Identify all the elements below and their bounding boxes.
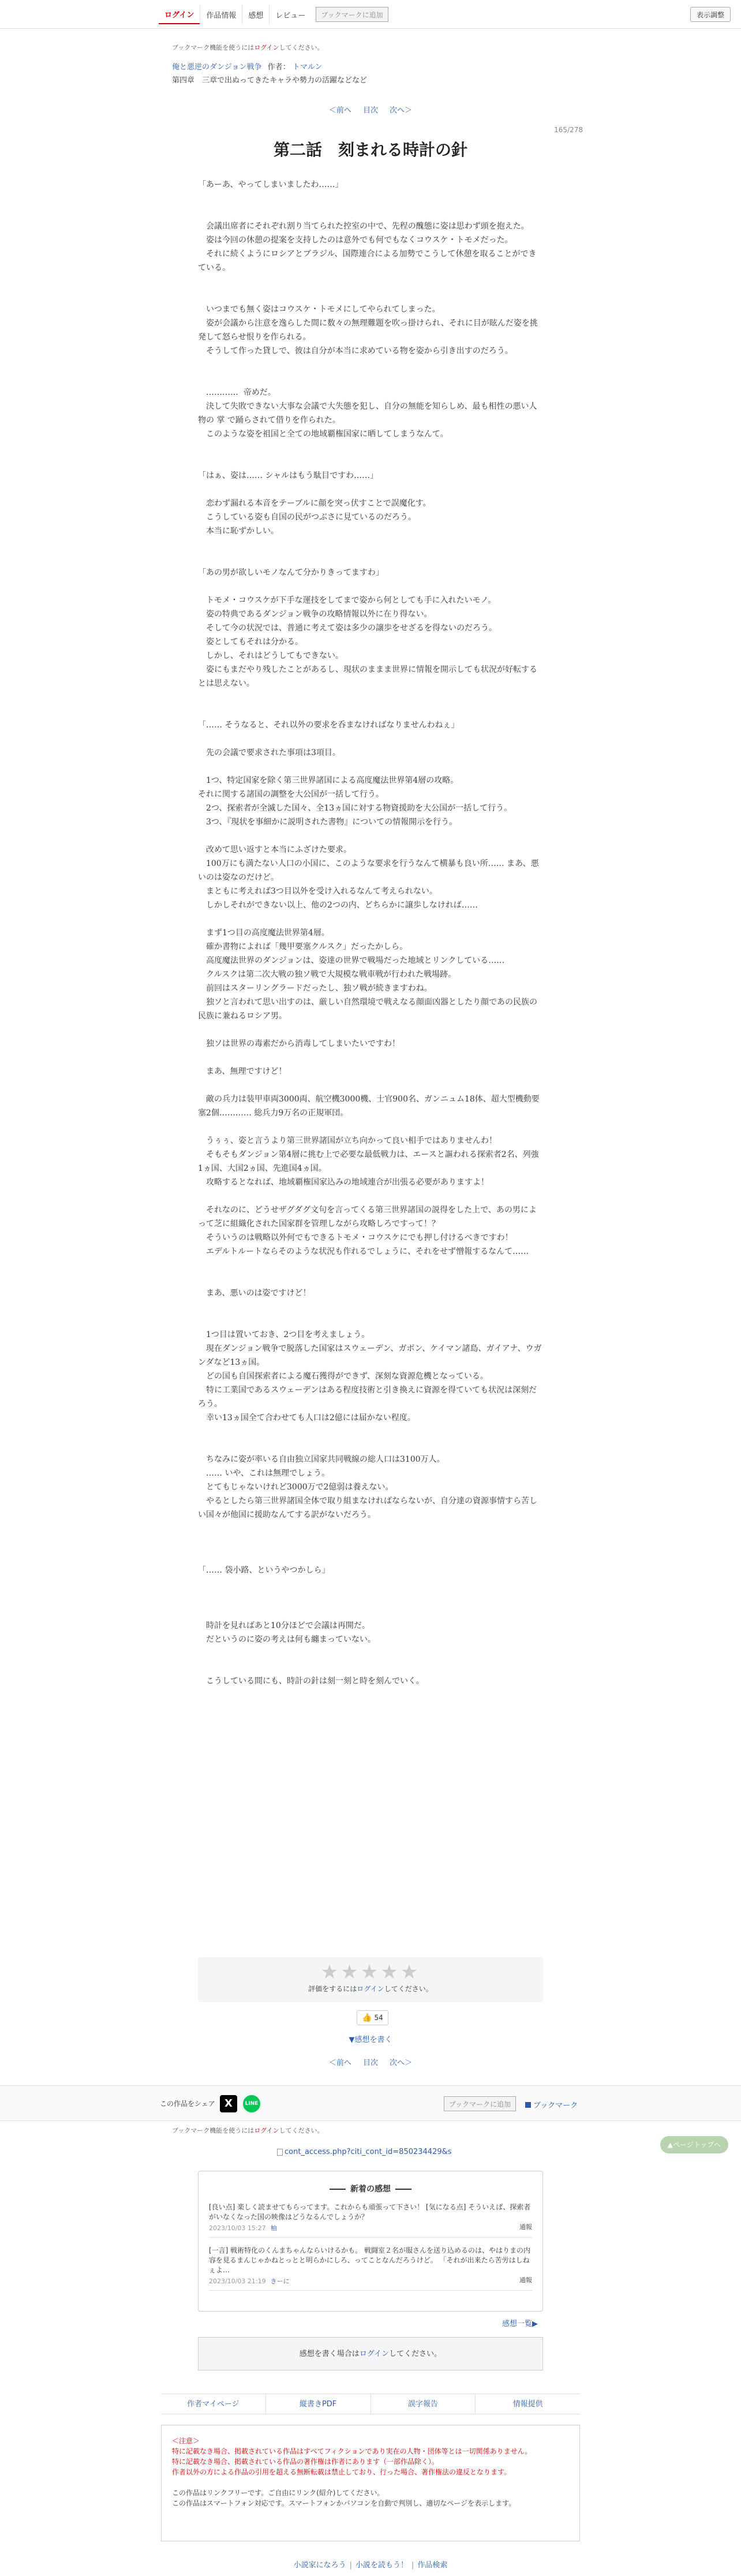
page-count: 165/278 [554, 126, 583, 134]
body-paragraph: 姿は今回の休憩の提案を支持したのは意外でも何でもなくコウスケ・トモメだった。 [198, 236, 513, 245]
body-paragraph: 高度魔法世界のダンジョンは、姿達の世界で戦場だった地域とリンクしている…… [198, 956, 505, 965]
blank-line [198, 1314, 543, 1328]
body-paragraph: まず1つ目の高度魔法世界第4層。 [198, 928, 330, 938]
author-mypage-link[interactable]: 作者マイページ [187, 2400, 239, 2409]
blank-line [198, 1189, 543, 1203]
blank-line [198, 1425, 543, 1439]
blank-line [198, 1078, 543, 1092]
blank-line [198, 206, 543, 219]
review-text[interactable]: [良い点] 楽しく読ませてもらってます。これからも頑張って下さい！ [気になる点] そういえば、探索者がいなくなった国の映像はどうなるんでしょうか？ [209, 2203, 531, 2221]
body-paragraph: 100万にも満たない人口の小国に、このような要求を行うなんて横暴も良い所…… まあ、悪いのは姿なのだけど。 [198, 859, 539, 882]
body-paragraph: ちなみに姿が率いる自由独立国家共同戦線の総人口は3100万人。 [198, 1455, 445, 1464]
body-paragraph: とてもじゃないけれど3000万で2億弱は養えない。 [198, 1483, 394, 1492]
body-paragraph: 姿の特典であるダンジョン戦争の攻略情報以外に在り得ない。 [198, 610, 432, 619]
body-paragraph: 決して失敗できない大事な会議で大失態を犯し、自分の無能を知らしめ、最も相性の悪い人物の 掌 で踊らされて借りを作られた。 [198, 402, 537, 425]
toc-link-bottom[interactable]: 目次 [362, 2059, 378, 2067]
login-review-text: 感想を書く場合は [299, 2350, 360, 2358]
body-paragraph: しかしそれができない以上、他の2つの内、どちらかに譲歩しなければ…… [198, 901, 478, 910]
bottom-links: 小説家になろう | 小説を読もう！ | 作品検索 [293, 2561, 448, 2570]
body-paragraph: 攻略するとなれば、地域覇権国家込みの地域連合が出張る必要がありますよ！ [198, 1178, 489, 1187]
next-link-bottom[interactable]: 次へ＞ [390, 2059, 413, 2067]
review-date: 2023/10/03 21:19 [209, 2278, 266, 2285]
body-paragraph: 1つ目は置いておき、2つ目を考えましょう。 [198, 1330, 370, 1339]
blank-line [198, 1536, 543, 1550]
display-settings-button[interactable]: 表示調整 [690, 7, 731, 22]
body-paragraph: うぅぅ、姿と言うより第三世界諸国が立ち向かって良い相手ではありませんわ！ [198, 1136, 497, 1145]
bookmark-notice [172, 43, 324, 52]
review-item [209, 2202, 532, 2238]
review-meta [209, 2276, 532, 2286]
body-paragraph: クルスクは第二次大戦の独ソ戦で大規模な戦車戦が行われた戦場跡。 [198, 970, 456, 979]
body-paragraph: エデルトルートならそのような状況も作れるでしょうに、それをせず憎報するなんて…… [198, 1247, 529, 1256]
review-date: 2023/10/03 15:27 [209, 2224, 266, 2232]
narou-link[interactable]: 小説家になろう [293, 2561, 346, 2570]
login-to-review [198, 2337, 543, 2370]
body-paragraph: 姿としてもそれは分かる。 [198, 637, 303, 647]
body-paragraph: どの国も自国探索者による魔石獲得ができず、深刻な資源危機となっている。 [198, 1372, 488, 1381]
author-label: 作者： [267, 63, 290, 72]
blank-line [198, 580, 543, 593]
like-count: 54 [374, 2014, 383, 2022]
body-paragraph: 「はぁ、姿は…… シャルはもう駄目ですわ……」 [198, 471, 379, 480]
body-paragraph: まあ、悪いのは姿ですけど！ [198, 1289, 311, 1298]
body-paragraph: そうして作った貸しで、彼は自分が本当に求めている物を姿から引き出すのだろう。 [198, 346, 513, 356]
review-link[interactable]: レビュー [269, 5, 311, 24]
blank-line [198, 1550, 543, 1563]
body-paragraph: 前回はスターリングラードだったし、独ソ戦が続きますわね。 [198, 984, 432, 993]
novel-body [198, 178, 543, 1688]
report-link[interactable]: 通報 [519, 2276, 532, 2284]
bookmark-notice-suffix-bottom: してください。 [279, 2127, 324, 2134]
access-counter-alt: cont_access.php?citi_cont_id=850234429&s [285, 2148, 452, 2156]
blank-line [198, 1051, 543, 1065]
like-button[interactable] [357, 2010, 388, 2025]
pager-top [0, 104, 741, 115]
vertical-pdf-link[interactable]: 縦書きPDF [265, 2394, 370, 2414]
bookmark-notice-bottom [172, 2126, 324, 2135]
blank-line [198, 704, 543, 718]
blank-line [198, 1300, 543, 1314]
body-paragraph: しかし、それはどうしてもできない。 [198, 651, 343, 660]
next-link[interactable]: 次へ＞ [390, 106, 413, 115]
body-paragraph: 3つ、『現状を事細かに説明された書物』についての情報開示を行う。 [198, 817, 458, 827]
works-info-link[interactable]: 作品情報 [200, 5, 242, 24]
blank-line [198, 289, 543, 303]
blank-line [198, 1023, 543, 1037]
yomou-link[interactable]: 小説を読もう！ [355, 2561, 408, 2570]
body-paragraph: 会議出席者にそれぞれ割り当てられた控室の中で、先程の醜態に姿は思わず頭を抱えた。 [198, 222, 529, 231]
chapter-name: 第四章 三章で出ぬってきたキャラや勢力の活躍などなど [172, 76, 368, 85]
body-paragraph: やるとしたら第三世界諸国全体で取り組まなければならないが、自分達の資源事情すら苦しい国々が他国に援助なんてする訳がないだろう。 [198, 1496, 537, 1520]
toc-link[interactable]: 目次 [362, 106, 378, 115]
episode-title: 第二話 刻まれる時計の針 [273, 140, 467, 159]
prev-link-bottom[interactable]: ＜前へ [328, 2059, 351, 2067]
body-paragraph: 特に工業国であるスウェーデンはある程度技術と引き換えに資源を得ていても状況は深刻だろう。 [198, 1386, 537, 1409]
blank-line [198, 1259, 543, 1272]
body-paragraph: こうしている間にも、時計の針は刻一刻と時を刻んでいく。 [198, 1677, 424, 1686]
review-item [209, 2246, 532, 2291]
body-paragraph: まあ、無理ですけど！ [198, 1067, 287, 1076]
rating-login-link[interactable]: ログイン [357, 1985, 384, 1993]
blank-line [198, 1577, 543, 1591]
rating-stars[interactable]: ★★★★★ [320, 1961, 421, 1984]
notice-link-free: この作品はリンクフリーです。ご自由にリンク(紹介)してください。 [172, 2489, 384, 2497]
body-paragraph: …… いや、これは無理でしょう。 [198, 1469, 330, 1478]
blank-line [198, 732, 543, 746]
review-user-link[interactable]: きーに [270, 2278, 290, 2285]
body-paragraph: 改めて思い返すと本当にふざけた要求。 [198, 845, 351, 854]
rating-box [198, 1957, 543, 2002]
blank-line [198, 1605, 543, 1619]
bookmark-add-button[interactable]: ブックマークに追加 [316, 7, 388, 22]
blank-line [198, 829, 543, 843]
notice-box [161, 2425, 580, 2541]
body-paragraph: 独ソは世界の毒素だから消毒してしまいたいですわ！ [198, 1039, 400, 1048]
body-paragraph: だというのに姿の考えは何も纏まっていない。 [198, 1635, 376, 1644]
page-top-button[interactable]: ▲ページトップへ [660, 2136, 728, 2153]
body-paragraph: まともに考えれば3つ目以外を受け入れるなんて考えられない。 [198, 887, 437, 896]
body-paragraph: いつまでも無く姿はコウスケ・トモメにしてやられてしまった。 [198, 305, 440, 314]
notice-reprint: 作者以外の方による作品の引用を超える無断転載は禁止しており、行った場合、著作権法の違反となります。 [172, 2468, 511, 2476]
bookmark-notice-suffix: してください。 [279, 44, 324, 51]
body-paragraph: 「あーあ、やってしまいましたわ……」 [198, 180, 343, 189]
series-info [172, 62, 323, 73]
blank-line [198, 1647, 543, 1660]
review-meta [209, 2223, 532, 2232]
thumbs-up-icon: 👍 [362, 2013, 372, 2022]
blank-line [198, 1120, 543, 1134]
bookmark-notice-text: ブックマーク機能を使うには [172, 44, 255, 51]
body-paragraph: 「…… 袋小路、というやつかしら」 [198, 1566, 330, 1575]
blank-line [198, 690, 543, 704]
body-paragraph: 敵の兵力は装甲車両3000両、航空機3000機、士官900名、ガンニュム18体、超大型機動要塞2個………… 総兵力9万名の正規軍団。 [198, 1095, 540, 1118]
body-paragraph: 1つ、特定国家を除く第三世界諸国による高度魔法世界第4層の攻略。 [198, 776, 459, 785]
blank-line [198, 483, 543, 496]
body-paragraph: そもそもダンジョン第4層に挑む上で必要な最低戦力は、エースと謳われる探索者2名、列強1ヵ国、大国2ヵ国、先進国4ヵ国。 [198, 1150, 539, 1173]
bookmark-notice-login-link[interactable]: ログイン [254, 44, 279, 51]
login-link[interactable]: ログイン [159, 5, 200, 24]
blank-line [198, 275, 543, 289]
body-paragraph: 確か書物によれば「幾甲要塞クルスク」だったかしら。 [198, 942, 408, 951]
search-link[interactable]: 作品検索 [417, 2561, 448, 2570]
body-paragraph: 独ソと言われて思い出すのは、厳しい自然環境で戦えなる顔面凶器としたり顔であの民族の民族に兼ねるロシア男。 [198, 998, 537, 1021]
blank-line [198, 552, 543, 566]
body-paragraph: 「…… そうなると、それ以外の要求を呑まなければなりませんわねぇ」 [198, 720, 459, 730]
top-bar [0, 0, 741, 29]
series-title-link[interactable]: 俺と悪逆のダンジョン戦争 [172, 63, 262, 72]
bookmark-notice-text-bottom: ブックマーク機能を使うには [172, 2127, 255, 2134]
blank-line [198, 1272, 543, 1286]
blank-line [198, 441, 543, 455]
blank-line [198, 1660, 543, 1674]
bookmark-label: ブックマーク [533, 2101, 578, 2110]
review-text[interactable]: [一言] 戦術特化のくんまちゃんならいけるかも。 戦闘室２名が服さんを送り込めるのは、やはりまの内容を見るまんじゃかねとっとと明らかにしろ、ってことなんだろうけど。 「それが出来たら苦労はしねぇよ… [209, 2246, 530, 2274]
blank-line [198, 912, 543, 926]
body-paragraph: ………… 帝めだ。 [198, 388, 276, 397]
pager-bottom [0, 2056, 741, 2067]
body-paragraph: 時計を見ればあと10分ほどで会議は再開だ。 [198, 1621, 370, 1630]
typo-report-link[interactable]: 誤字報告 [370, 2394, 476, 2414]
broken-image-icon [277, 2149, 283, 2156]
report-link[interactable]: 通報 [519, 2223, 532, 2231]
access-counter-image [277, 2148, 452, 2156]
impressions-link[interactable]: 感想 [242, 5, 269, 24]
blank-line [198, 1439, 543, 1453]
notice-heading: ＜注意＞ [172, 2437, 200, 2445]
body-paragraph: 姿にもまだやり残したことがあるし、現状のままま世界に情報を開示しても状況が好転するとは思えない。 [198, 665, 537, 688]
body-paragraph: そして今の状況では、普通に考えて姿は多少の譲歩をせざるを得ないのだろう。 [198, 624, 497, 633]
x-share-icon[interactable]: X [220, 2095, 237, 2112]
rating-note-suffix: してください。 [384, 1985, 433, 1993]
blank-line [198, 372, 543, 386]
review-user-link[interactable]: 柚 [270, 2224, 277, 2232]
notice-fiction: 特に記載なき場合、掲載されている作品はすべてフィクションであり実在の人物・団体等とは一切関係ありません。 [172, 2447, 532, 2455]
rating-note [198, 1984, 543, 1993]
line-share-icon[interactable]: LINE [243, 2095, 260, 2112]
bookmark-link[interactable] [525, 2099, 578, 2110]
blank-line [198, 760, 543, 774]
body-paragraph: こうしている姿も自国の民がつぶさに見ているのだろう。 [198, 513, 416, 522]
body-paragraph: それに続くようにロシアとブラジル、国際連合による加勢でこうして休憩を取ることができている。 [198, 249, 537, 272]
share-bar [0, 2085, 741, 2121]
info-provide-link[interactable]: 情報提供 [475, 2394, 580, 2414]
body-paragraph: 現在ダンジョン戦争で脱落した国家はスウェーデン、ガボン、ケイマン諸島、ガイアナ、ウガンダなど13ヵ国。 [198, 1344, 542, 1367]
blank-line [198, 455, 543, 469]
blank-line [198, 1522, 543, 1536]
reviews-list-link[interactable]: 感想一覧▶ [502, 2320, 538, 2328]
author-link[interactable]: トマルン [292, 63, 323, 72]
body-paragraph: 「あの男が欲しいモノなんて分かりきってますわ」 [198, 568, 384, 577]
blank-line [198, 538, 543, 552]
new-reviews [198, 2171, 543, 2312]
login-review-link[interactable]: ログイン [359, 2350, 390, 2358]
body-paragraph: 姿が会議から注意を逸らした間に数々の無理難題を吹っ掛けられ、それに目が眩んだ姿を挑発して怒らせ恨りを作られる。 [198, 319, 538, 342]
prev-link[interactable]: ＜前へ [328, 106, 351, 115]
body-paragraph: 幸い13ヵ国全て合わせても人口は2億には届かない程度。 [198, 1413, 416, 1423]
blank-line [198, 1591, 543, 1605]
body-paragraph: 本当に恥ずかしい。 [198, 527, 279, 536]
login-review-suffix: してください。 [389, 2350, 442, 2358]
top-nav [159, 5, 388, 24]
body-paragraph: それなのに、どうせザグダグ文句を言ってくる第三世界諸国の説得をした上で、あの男によって芝に組織化された国家群を管理しながら攻略しろですって！？ [198, 1205, 537, 1229]
bookmark-notice-login-link-bottom[interactable]: ログイン [254, 2127, 279, 2134]
blank-line [198, 192, 543, 206]
body-paragraph: 先の会議で要求された事項は3項目。 [198, 748, 340, 757]
body-paragraph: それに関する諸国の調整を大公国が一括して行う。 [198, 790, 384, 799]
footer-links [161, 2394, 580, 2414]
body-paragraph: トモメ・コウスケが下手な運技をしてまで姿から何としても手に入れたいモノ。 [198, 596, 496, 605]
rating-note-text: 評価をするには [308, 1985, 357, 1993]
bookmark-add-button-bottom[interactable]: ブックマークに追加 [444, 2096, 516, 2111]
bookmark-icon [525, 2102, 531, 2108]
body-paragraph: そういうのは戦略以外何でもできるトモメ・コウスケにでも押し付けるべきですわ！ [198, 1233, 513, 1242]
notice-smartphone: この作品はスマートフォン対応です。スマートフォンかパソコンを自動で判別し、適切なページを表示します。 [172, 2499, 516, 2507]
write-review-link[interactable]: ▼感想を書く [349, 2036, 392, 2044]
share-label: この作品をシェア [160, 2100, 215, 2108]
body-paragraph: このような姿を祖国と全ての地域覇権国家に晒してしまうなんて。 [198, 430, 448, 439]
body-paragraph: 2つ、探索者が全滅した国々、全13ヵ国に対する物資援助を大公国が一括して行う。 [198, 804, 512, 813]
blank-line [198, 358, 543, 372]
body-paragraph: 恋わず漏れる本音をテーブルに顔を突っ伏すことで誤魔化す。 [198, 499, 431, 508]
notice-copyright: 特に記載なき場合、掲載されている作品の著作権は作者にあります（一部作品除く）。 [172, 2458, 439, 2466]
reviews-title: 新着の感想 [199, 2183, 542, 2194]
